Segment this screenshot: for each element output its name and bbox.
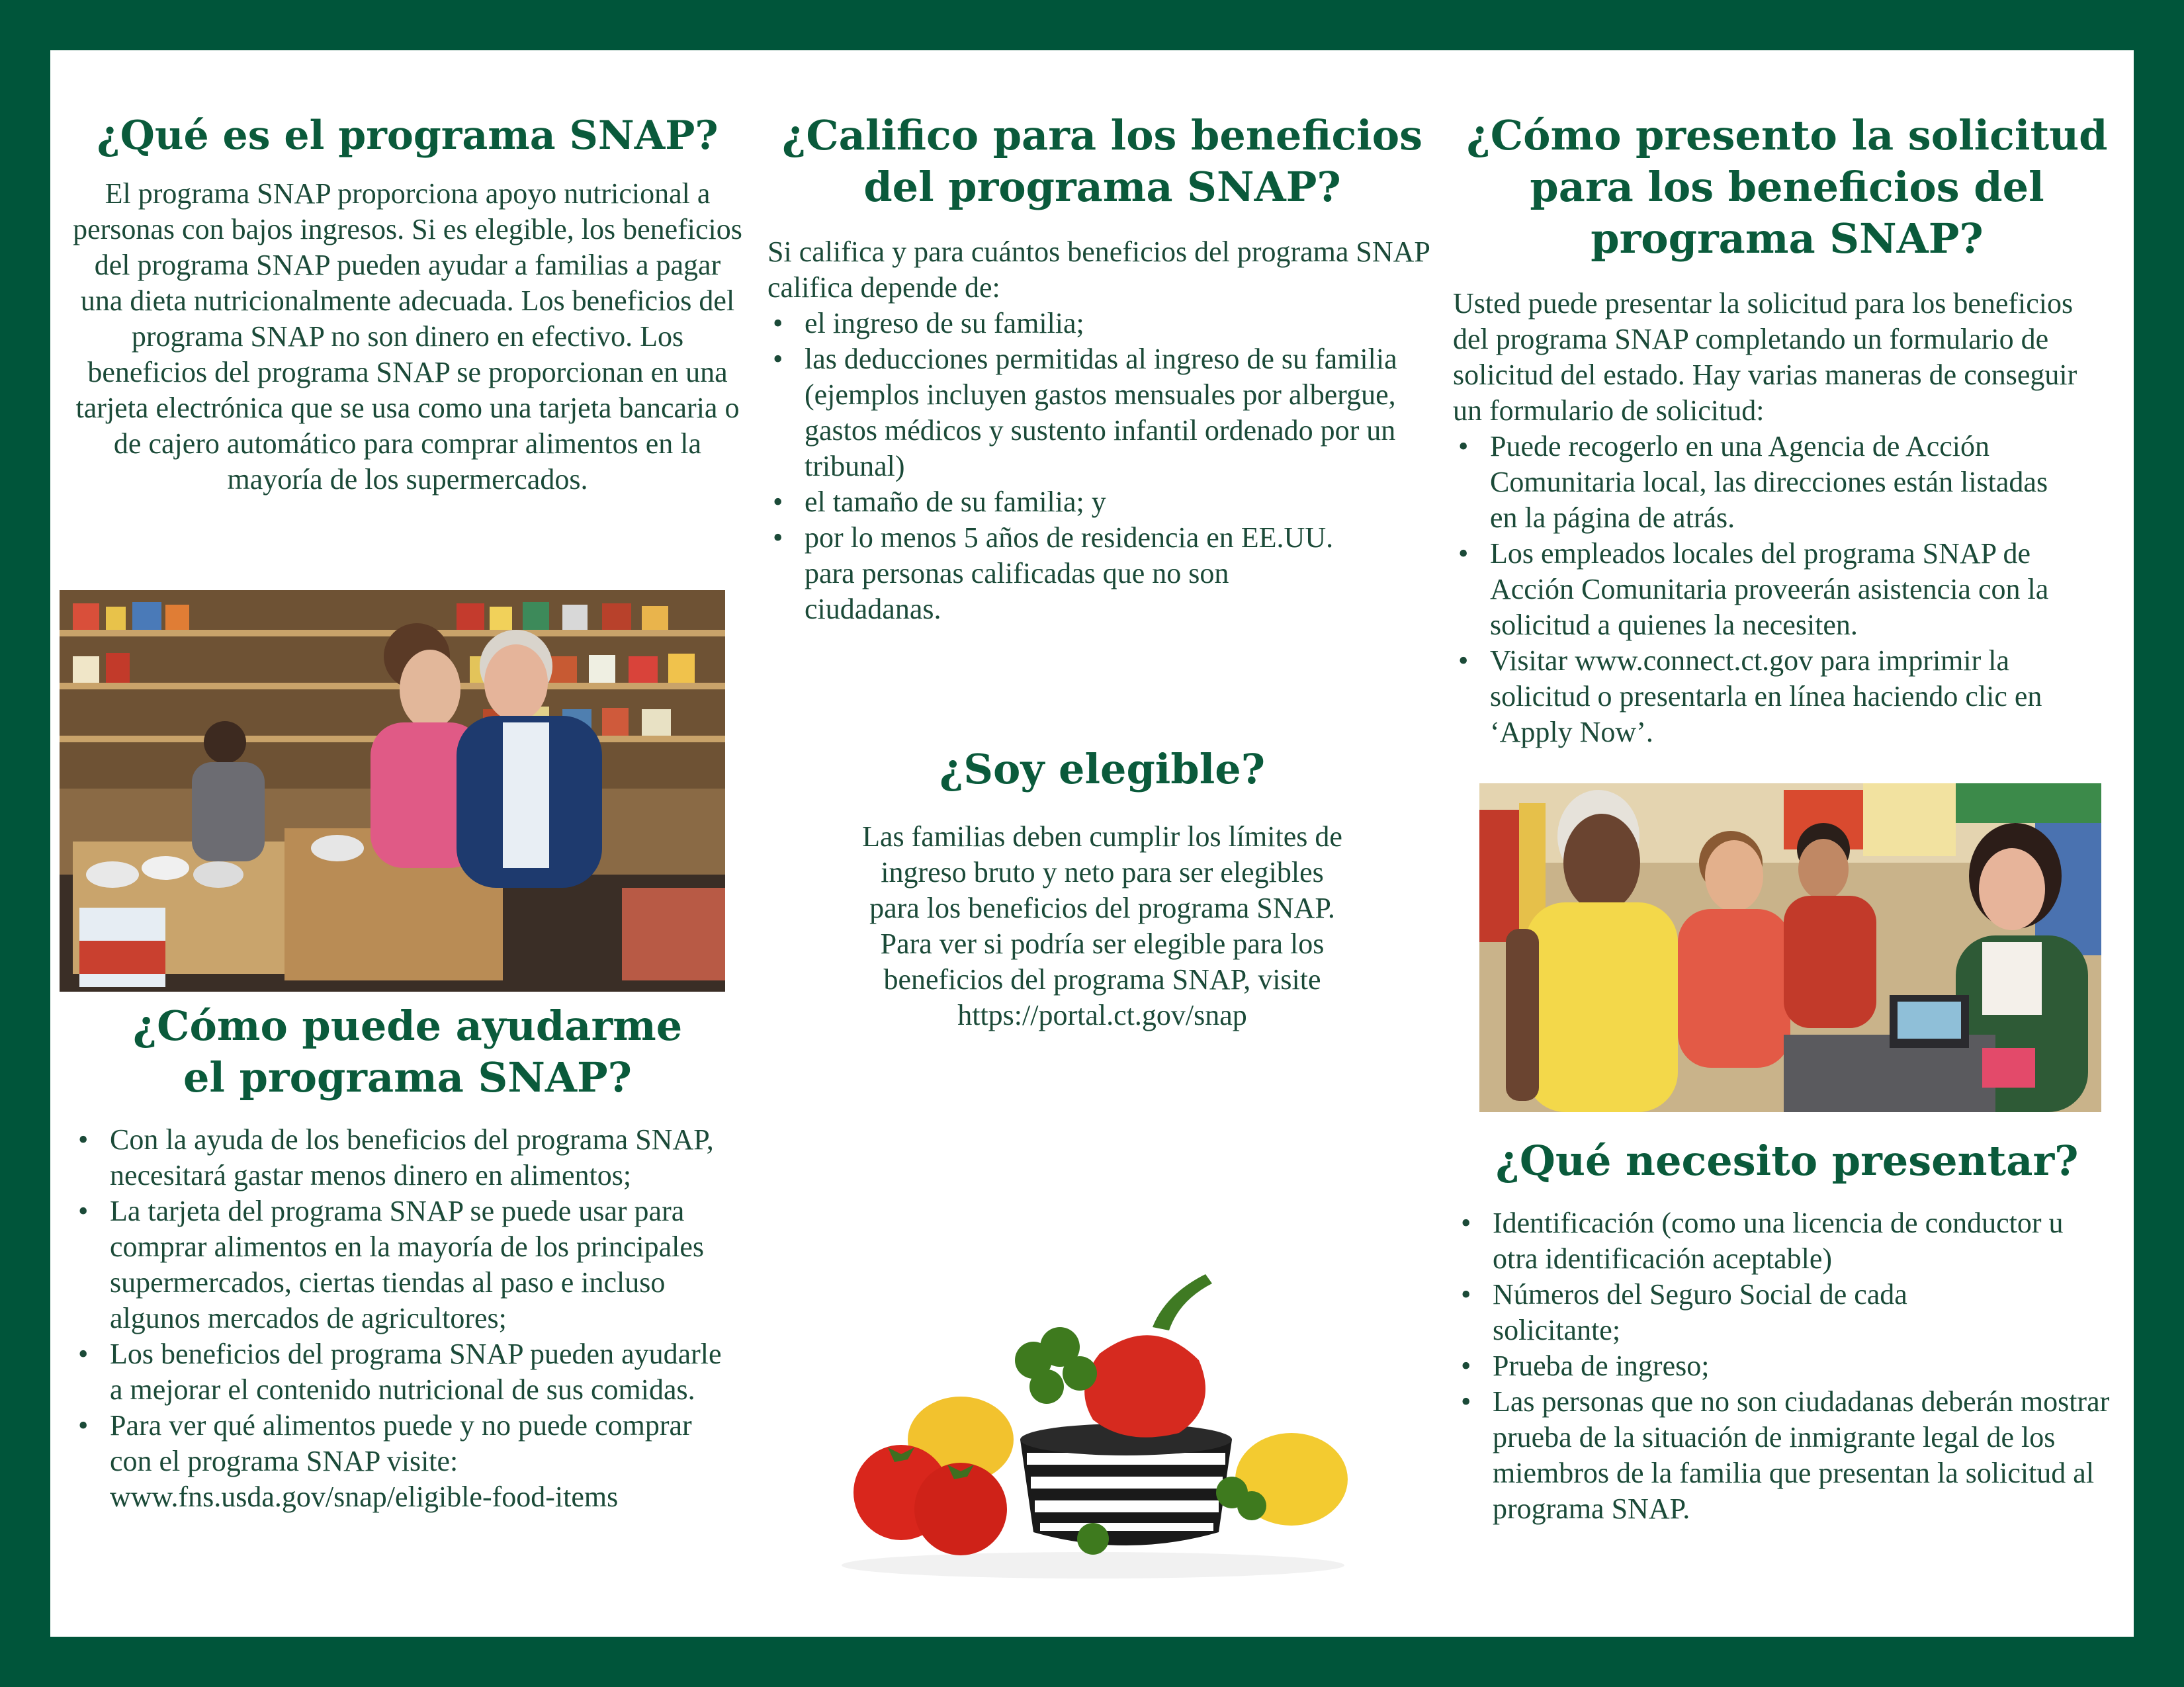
heading-how-to-apply — [1453, 110, 2121, 265]
qualify-factors-list — [758, 306, 1420, 627]
how-to-apply-intro: Usted puede presentar la solicitud para los beneficios del programa SNAP completando un formulario de solicitud del estado. Hay varias maneras de conseguir un formulario de solicitud: — [1453, 287, 2077, 427]
heading-do-i-qualify-line1: ¿Califico para los beneficios — [781, 111, 1423, 159]
list-item: • Los beneficios del programa SNAP pueden ayudarle a mejorar el contenido nutricional de sus comidas. — [73, 1336, 732, 1408]
column-3-bottom — [1453, 1135, 2121, 1527]
how-to-apply-list — [1453, 429, 2115, 750]
heading-how-can-snap-help-line2: el programa SNAP? — [183, 1053, 632, 1102]
list-item: • las deducciones permitidas al ingreso de su familia (ejemplos incluyen gastos mensuales por albergue, gastos médicos y sustento infantil ordenado por un tribunal) — [767, 341, 1420, 484]
list-item: • Con la ayuda de los beneficios del programa SNAP, necesitará gastar menos dinero en alimentos; — [73, 1122, 732, 1193]
what-to-present-list — [1453, 1205, 2115, 1527]
heading-do-i-qualify-line2: del programa SNAP? — [863, 163, 1341, 211]
list-item: • por lo menos 5 años de residencia en EE.UU. para personas calificadas que no son ciudadanas. — [767, 520, 1420, 627]
what-is-snap-paragraph: El programa SNAP proporciona apoyo nutricional a personas con bajos ingresos. Si es elegible, los beneficios del programa SNAP pueden ayudar a familias a pagar una dieta nutricionalmente adecuada. Los beneficios del programa SNAP no son dinero en efectivo. Los beneficios del programa SNAP se proporcionan en una tarjeta electrónica que se usa como una tarjeta bancaria o de cajero automático para comprar alimentos en la mayoría de los supermercados. — [73, 177, 742, 496]
am-i-eligible-paragraph: Las familias deben cumplir los límites de ingreso bruto y neto para ser elegibles para los beneficios del programa SNAP. Para ver si podría ser elegible para los beneficios del programa SNAP, visite https://portal.ct.gov/snap — [862, 820, 1342, 1031]
vegetables-bowl-photo — [808, 1254, 1377, 1585]
column-1 — [64, 110, 752, 497]
list-item: • Puede recogerlo en una Agencia de Acción Comunitaria local, las direcciones están listadas en la página de atrás. — [1453, 429, 2115, 536]
heading-how-to-apply-line2: para los beneficios del — [1530, 163, 2044, 211]
column-3 — [1453, 110, 2121, 750]
column-2 — [758, 110, 1446, 627]
list-item: • Para ver qué alimentos puede y no puede comprar con el programa SNAP visite: www.fns.usda.gov/snap/eligible-food-items — [73, 1408, 732, 1515]
list-item: • Prueba de ingreso; — [1456, 1348, 2115, 1384]
heading-how-to-apply-line3: programa SNAP? — [1591, 214, 1984, 263]
heading-how-can-snap-help — [64, 1000, 752, 1103]
list-item: • Visitar www.connect.ct.gov para imprimir la solicitud o presentarla en línea haciendo clic en ‘Apply Now’. — [1453, 643, 2115, 750]
list-item: • La tarjeta del programa SNAP se puede usar para comprar alimentos en la mayoría de los principales supermercados, ciertas tiendas al paso e incluso algunos mercados de agricultores; — [73, 1193, 732, 1336]
grocery-checkout-photo — [1479, 783, 2101, 1112]
heading-what-is-snap: ¿Qué es el programa SNAP? — [97, 112, 719, 159]
column-1-bottom — [64, 1000, 752, 1515]
list-item: • Los empleados locales del programa SNAP de Acción Comunitaria proveerán asistencia con la solicitud a quienes la necesiten. — [1453, 536, 2115, 643]
do-i-qualify-intro: Si califica y para cuántos beneficios del programa SNAP califica depende de: — [767, 236, 1430, 304]
how-can-snap-help-list — [64, 1122, 732, 1515]
heading-am-i-eligible: ¿Soy elegible? — [939, 745, 1266, 793]
food-pantry-photo — [60, 590, 725, 992]
heading-what-to-present: ¿Qué necesito presentar? — [1495, 1137, 2079, 1185]
heading-how-can-snap-help-line1: ¿Cómo puede ayudarme — [132, 1002, 683, 1050]
list-item: • el ingreso de su familia; — [767, 306, 1420, 341]
heading-do-i-qualify — [758, 110, 1446, 213]
brochure-sheet — [50, 50, 2134, 1637]
list-item: • Las personas que no son ciudadanas deberán mostrar prueba de la situación de inmigrante legal de los miembros de la familia que presentan la solicitud al programa SNAP. — [1456, 1384, 2115, 1527]
list-item: • Números del Seguro Social de cada solicitante; — [1456, 1277, 2115, 1348]
list-item: • Identificación (como una licencia de conductor u otra identificación aceptable) — [1456, 1205, 2115, 1277]
column-2-eligible — [758, 744, 1446, 1033]
list-item: • el tamaño de su familia; y — [767, 484, 1420, 520]
heading-how-to-apply-line1: ¿Cómo presento la solicitud — [1466, 111, 2108, 159]
